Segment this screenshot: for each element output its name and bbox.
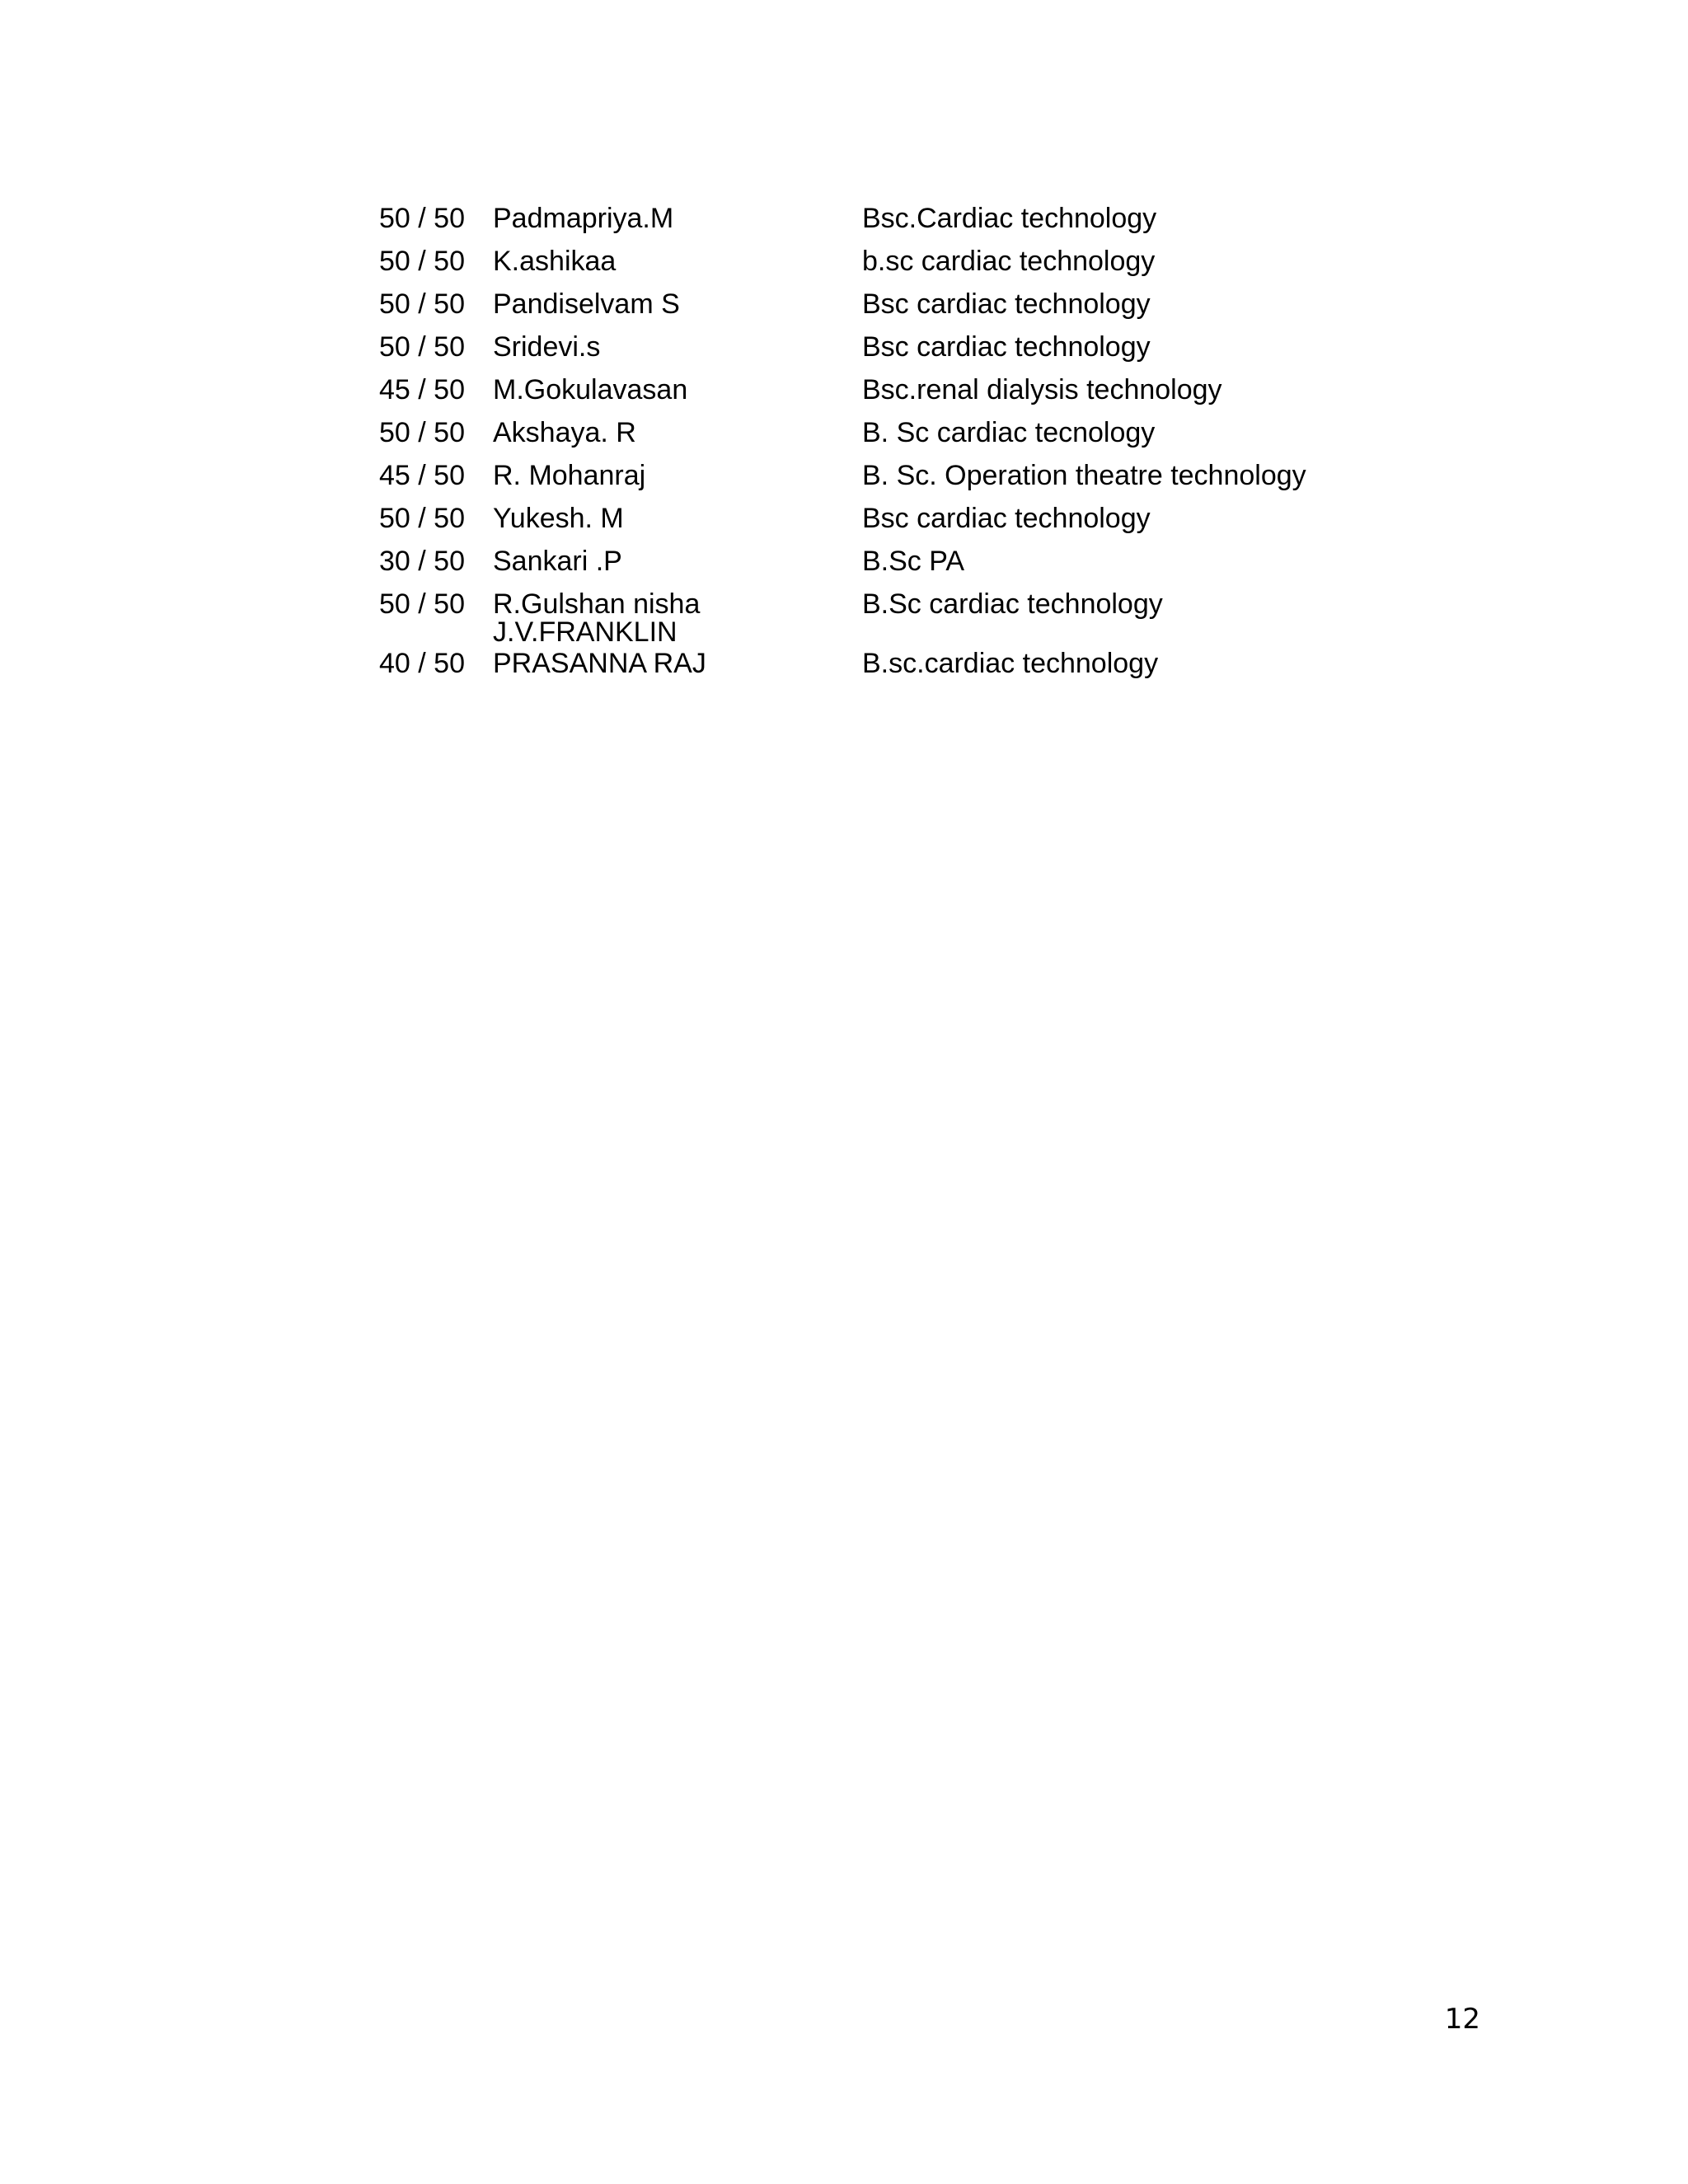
score-cell: 50 / 50 xyxy=(379,331,465,363)
name-cell: Sridevi.s xyxy=(493,331,601,363)
table-row xyxy=(379,204,1409,232)
table-row xyxy=(379,547,1409,575)
course-cell: Bsc.Cardiac technology xyxy=(862,203,1157,234)
score-cell: 45 / 50 xyxy=(379,460,465,491)
table-row xyxy=(379,462,1409,490)
score-cell: 45 / 50 xyxy=(379,374,465,405)
course-cell: B.Sc PA xyxy=(862,546,965,577)
course-cell: Bsc cardiac technology xyxy=(862,288,1151,320)
name-cell: R. Mohanraj xyxy=(493,460,646,491)
table-row xyxy=(379,590,1409,618)
table-row xyxy=(379,333,1409,361)
name-cell: M.Gokulavasan xyxy=(493,374,688,405)
table-row xyxy=(379,419,1409,447)
course-cell: b.sc cardiac technology xyxy=(862,246,1156,277)
name-cell: Yukesh. M xyxy=(493,503,624,534)
name-cell: Akshaya. R xyxy=(493,417,636,448)
name-cell: Sankari .P xyxy=(493,546,622,577)
name-cell: J.V.FRANKLIN xyxy=(493,616,678,648)
course-cell: Bsc cardiac technology xyxy=(862,331,1151,363)
table-row xyxy=(379,649,1409,677)
course-cell: B.sc.cardiac technology xyxy=(862,648,1159,679)
name-cell: Padmapriya.M xyxy=(493,203,674,234)
score-cell: 40 / 50 xyxy=(379,648,465,679)
score-cell: 50 / 50 xyxy=(379,246,465,277)
table-row xyxy=(379,376,1409,404)
page-number: 12 xyxy=(1444,2003,1480,2036)
course-cell: B. Sc cardiac tecnology xyxy=(862,417,1156,448)
table-row xyxy=(379,504,1409,532)
table-row xyxy=(379,290,1409,318)
name-cell: R.Gulshan nisha xyxy=(493,588,701,620)
course-cell: B. Sc. Operation theatre technology xyxy=(862,460,1306,491)
score-cell: 50 / 50 xyxy=(379,288,465,320)
name-cell: K.ashikaa xyxy=(493,246,617,277)
score-cell: 50 / 50 xyxy=(379,417,465,448)
course-cell: B.Sc cardiac technology xyxy=(862,588,1163,620)
name-cell: Pandiselvam S xyxy=(493,288,680,320)
score-cell: 50 / 50 xyxy=(379,503,465,534)
table-row xyxy=(379,618,1409,646)
results-list xyxy=(379,204,1409,692)
score-cell: 50 / 50 xyxy=(379,588,465,620)
score-cell: 50 / 50 xyxy=(379,203,465,234)
score-cell: 30 / 50 xyxy=(379,546,465,577)
name-cell: PRASANNA RAJ xyxy=(493,648,706,679)
course-cell: Bsc.renal dialysis technology xyxy=(862,374,1222,405)
course-cell: Bsc cardiac technology xyxy=(862,503,1151,534)
table-row xyxy=(379,247,1409,275)
